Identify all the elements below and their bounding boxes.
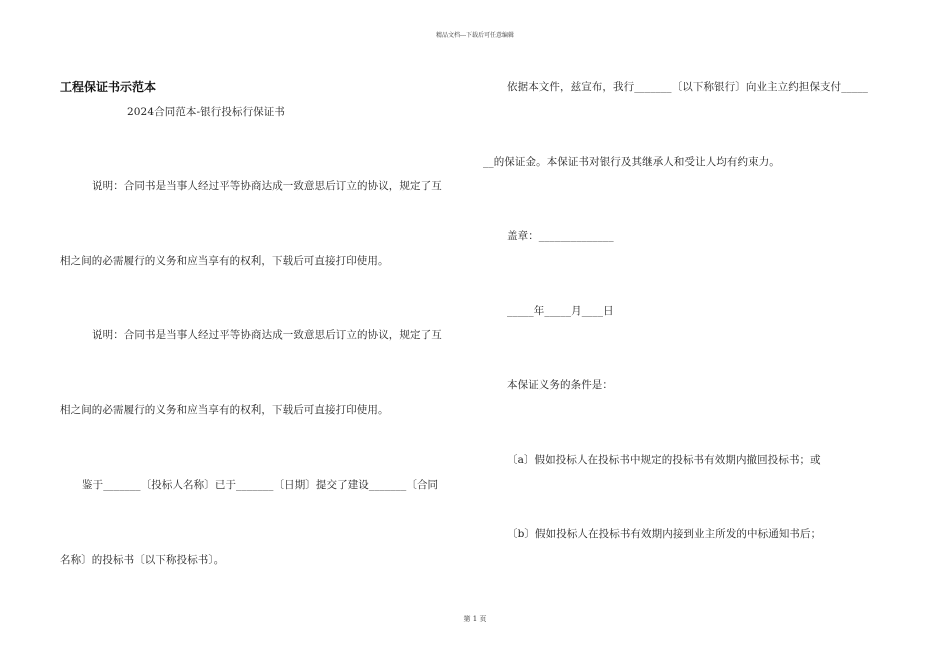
note-2-line-2: 相之间的必需履行的义务和应当享有的权利，下载后可直接打印使用。	[60, 404, 389, 416]
whereas-paragraph-line-1: 鉴于_______〔投标人名称〕已于_______〔日期〕提交了建设_______〔合同	[82, 479, 439, 491]
date-line: _____年_____月____日	[507, 305, 614, 317]
declaration-line-1: 依据本文件，兹宣布，我行_______〔以下称银行〕向业主立约担保支付_____	[507, 81, 868, 93]
note-1-line-1: 说明：合同书是当事人经过平等协商达成一致意思后订立的协议，规定了互	[92, 180, 442, 192]
condition-a: 〔a〕假如投标人在投标书中规定的投标书有效期内撤回投标书；或	[507, 454, 821, 466]
conditions-heading: 本保证义务的条件是：	[507, 379, 613, 391]
declaration-line-2: __的保证金。本保证书对银行及其继承人和受让人均有约束力。	[483, 156, 780, 168]
document-subtitle: 2024合同范本-银行投标行保证书	[127, 106, 285, 118]
seal-line: 盖章：______________	[507, 230, 614, 242]
page-number: 第 1 页	[463, 615, 487, 623]
page-header: 精品文档---下载后可任意编辑	[435, 32, 515, 39]
condition-b: 〔b〕假如投标人在投标书有效期内接到业主所发的中标通知书后；	[507, 528, 822, 540]
note-2-line-1: 说明：合同书是当事人经过平等协商达成一致意思后订立的协议，规定了互	[92, 329, 442, 341]
note-1-line-2: 相之间的必需履行的义务和应当享有的权利，下载后可直接打印使用。	[60, 255, 389, 267]
whereas-paragraph-line-2: 名称〕的投标书〔以下称投标书〕。	[60, 554, 225, 566]
document-title: 工程保证书示范本	[60, 80, 157, 94]
